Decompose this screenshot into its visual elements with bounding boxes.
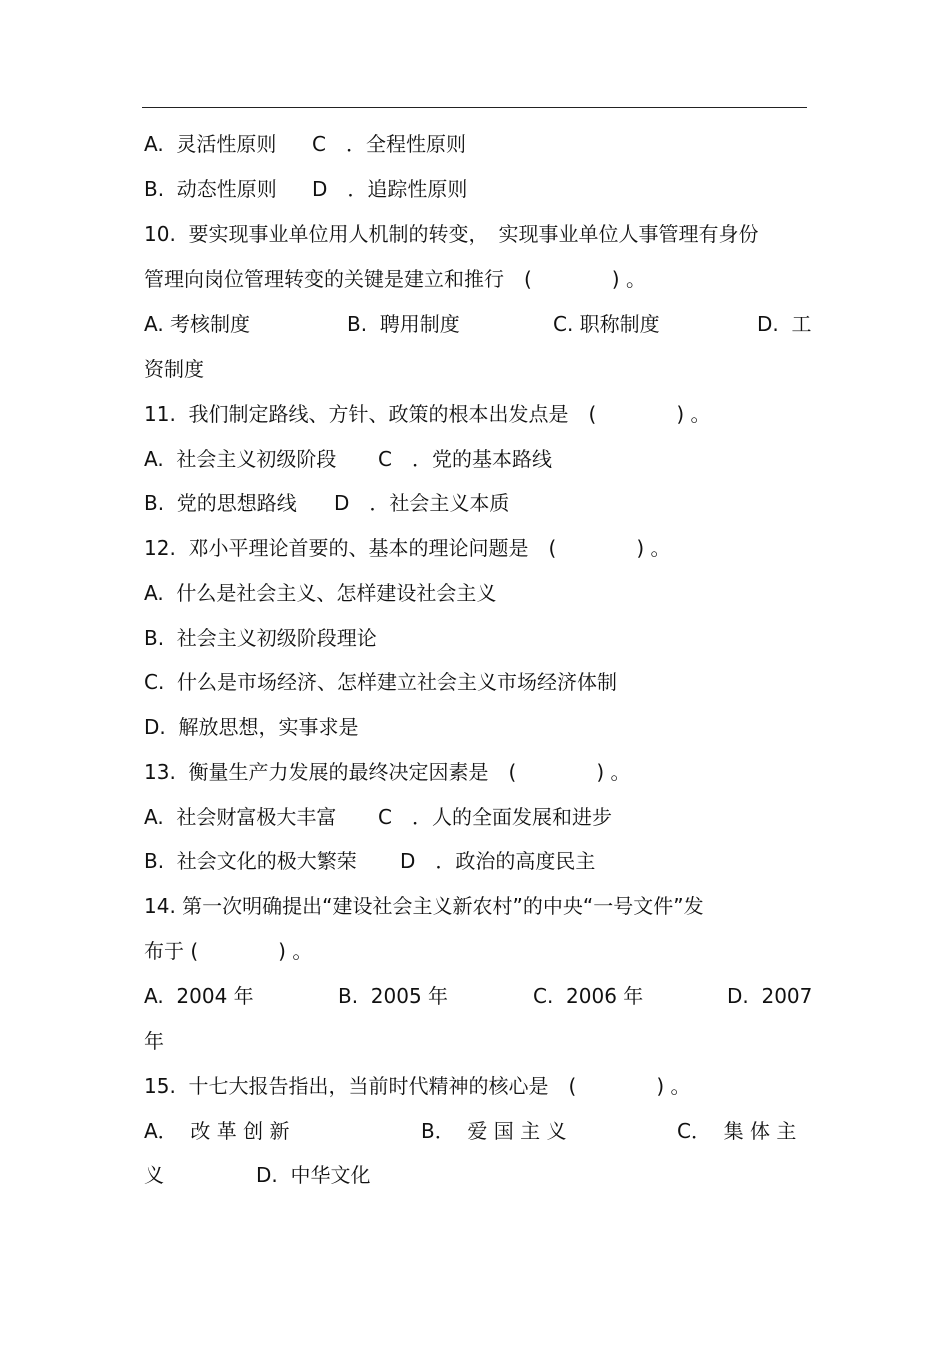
q10-option-d-wrap: 资制度 xyxy=(144,357,204,381)
q11-option-c: C ．党的基本路线 xyxy=(378,447,552,471)
q12-option-b: B. 社会主义初级阶段理论 xyxy=(144,626,377,650)
q14-option-c: C. 2006 年 xyxy=(533,984,644,1008)
q13-option-c: C ．人的全面发展和进步 xyxy=(378,805,612,829)
q10-option-c: C. 职称制度 xyxy=(553,312,660,336)
q12-option-c: C. 什么是市场经济、怎样建立社会主义市场经济体制 xyxy=(144,670,618,694)
q14-stem-line1: 14. 第一次明确提出“建设社会主义新农村”的中央“一号文件”发 xyxy=(144,894,704,918)
q15-option-b: B． 爱 国 主 义 xyxy=(421,1119,567,1143)
q14-option-d-wrap: 年 xyxy=(144,1029,164,1053)
q10-stem-line1: 10. 要实现事业单位用人机制的转变， 实现事业单位人事管理有身份 xyxy=(144,222,759,246)
header-rule xyxy=(142,107,807,108)
q11-option-d: D ．社会主义本质 xyxy=(334,491,510,515)
q13-option-b: B. 社会文化的极大繁荣 xyxy=(144,849,357,873)
q9-option-d: D ．追踪性原则 xyxy=(312,177,468,201)
q12-option-d: D. 解放思想，实事求是 xyxy=(144,715,359,739)
q10-option-b: B. 聘用制度 xyxy=(347,312,460,336)
q13-option-a: A. 社会财富极大丰富 xyxy=(144,805,337,829)
q14-option-b: B. 2005 年 xyxy=(338,984,449,1008)
q15-option-c: C． 集 体 主 xyxy=(677,1119,797,1143)
q12-stem: 12. 邓小平理论首要的、基本的理论问题是 ( ) 。 xyxy=(144,536,671,560)
q11-option-a: A. 社会主义初级阶段 xyxy=(144,447,337,471)
q10-option-d: D. 工 xyxy=(757,312,812,336)
q14-stem-line2: 布于 ( ) 。 xyxy=(144,939,313,963)
q10-stem-line2: 管理向岗位管理转变的关键是建立和推行 ( ) 。 xyxy=(144,267,646,291)
q10-option-a: A. 考核制度 xyxy=(144,312,251,336)
q13-option-d: D ．政治的高度民主 xyxy=(400,849,596,873)
q11-option-b: B. 党的思想路线 xyxy=(144,491,297,515)
q15-option-c-wrap: 义 xyxy=(144,1163,164,1187)
q15-stem: 15. 十七大报告指出，当前时代精神的核心是 ( ) 。 xyxy=(144,1074,691,1098)
q9-option-c: C ．全程性原则 xyxy=(312,132,466,156)
q15-option-a: A． 改 革 创 新 xyxy=(144,1119,290,1143)
q14-option-d: D. 2007 xyxy=(727,984,813,1008)
q14-option-a: A. 2004 年 xyxy=(144,984,254,1008)
q11-stem: 11. 我们制定路线、方针、政策的根本出发点是 ( ) 。 xyxy=(144,402,711,426)
q9-option-a: A. 灵活性原则 xyxy=(144,132,277,156)
q12-option-a: A. 什么是社会主义、怎样建设社会主义 xyxy=(144,581,497,605)
q9-option-b: B. 动态性原则 xyxy=(144,177,277,201)
q15-option-d: D. 中华文化 xyxy=(256,1163,371,1187)
q13-stem: 13. 衡量生产力发展的最终决定因素是 ( ) 。 xyxy=(144,760,631,784)
